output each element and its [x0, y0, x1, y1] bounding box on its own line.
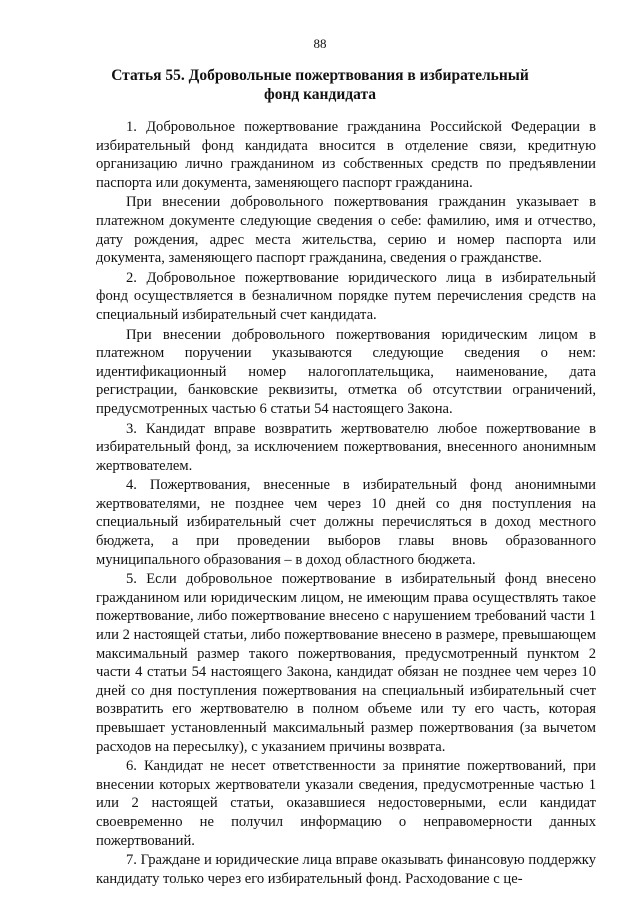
- paragraph-8: 6. Кандидат не несет ответственности за принятие пожертвований, при внесении которых жертвователи указали сведения, предусмотренные частью 1 или 2 настоящей статьи, оказавшиеся недостоверными, если кандидат своевременно не получил информацию о неправомерности данных пожертвований.: [96, 758, 596, 849]
- paragraph-3: 2. Добровольное пожертвование юридического лица в избирательный фонд осуществляется в безналичном порядке путем перечисления средств на специальный избирательный счет кандидата.: [96, 269, 596, 323]
- paragraph-7: 5. Если добровольное пожертвование в избирательный фонд внесено гражданином или юридическим лицом, не имеющим права осуществлять такое пожертвование, либо пожертвование внесено с нарушением требований части 1 или 2 настоящей статьи, либо пожертвование внесено в размере, превышающем максимальный размер такого пожертвования, предусмотренный пунктом 2 части 4 статьи 54 настоящего Закона, кандидат обязан не позднее чем через 10 дней со дня поступления пожертвования на специальный избирательный счет возвратить его жертвователю в полном объеме или ту его часть, которая превышает установленный максимальный размер пожертвования (за вычетом расходов на пересылку), с указанием причины возврата.: [96, 571, 596, 755]
- paragraph-4: При внесении добровольного пожертвования юридическим лицом в платежном поручении указываются следующие сведения о нем: идентификационный номер налогоплательщика, наименование, дата регистрации, банковские реквизиты, отметка об отсутствии ограничений, предусмотренных частью 6 статьи 54 настоящего Закона.: [96, 326, 596, 417]
- paragraph-9: 7. Граждане и юридические лица вправе оказывать финансовую поддержку кандидату только через его избирательный фонд. Расходование с це-: [96, 852, 596, 887]
- page-number: 88: [313, 36, 327, 51]
- paragraph-6: 4. Пожертвования, внесенные в избирательный фонд анонимными жертвователями, не позднее чем через 10 дней со дня поступления на специальный избирательный счет должны перечисляться в доход местного бюджета, а при проведении выборов главы вновь образованного муниципального образования – в доход областного бюджета.: [96, 477, 596, 568]
- article-body: [96, 118, 596, 889]
- paragraph-5: 3. Кандидат вправе возвратить жертвователю любое пожертвование в избирательный фонд, за исключением пожертвования, внесенного анонимным жертвователем.: [96, 420, 596, 474]
- paragraph-2: При внесении добровольного пожертвования гражданин указывает в платежном документе следующие сведения о себе: фамилию, имя и отчество, дату рождения, адрес места жительства, серию и номер паспорта или документа, заменяющего паспорт гражданина, сведения о гражданстве.: [96, 194, 596, 267]
- article-title: Статья 55. Добровольные пожертвования в избирательный фонд кандидата: [111, 67, 529, 103]
- paragraph-1: 1. Добровольное пожертвование гражданина Российской Федерации в избирательный фонд кандидата вносится в отделение связи, кредитную организацию лично гражданином из собственных средств по предъявлении паспорта или документа, заменяющего паспорт гражданина.: [96, 119, 596, 191]
